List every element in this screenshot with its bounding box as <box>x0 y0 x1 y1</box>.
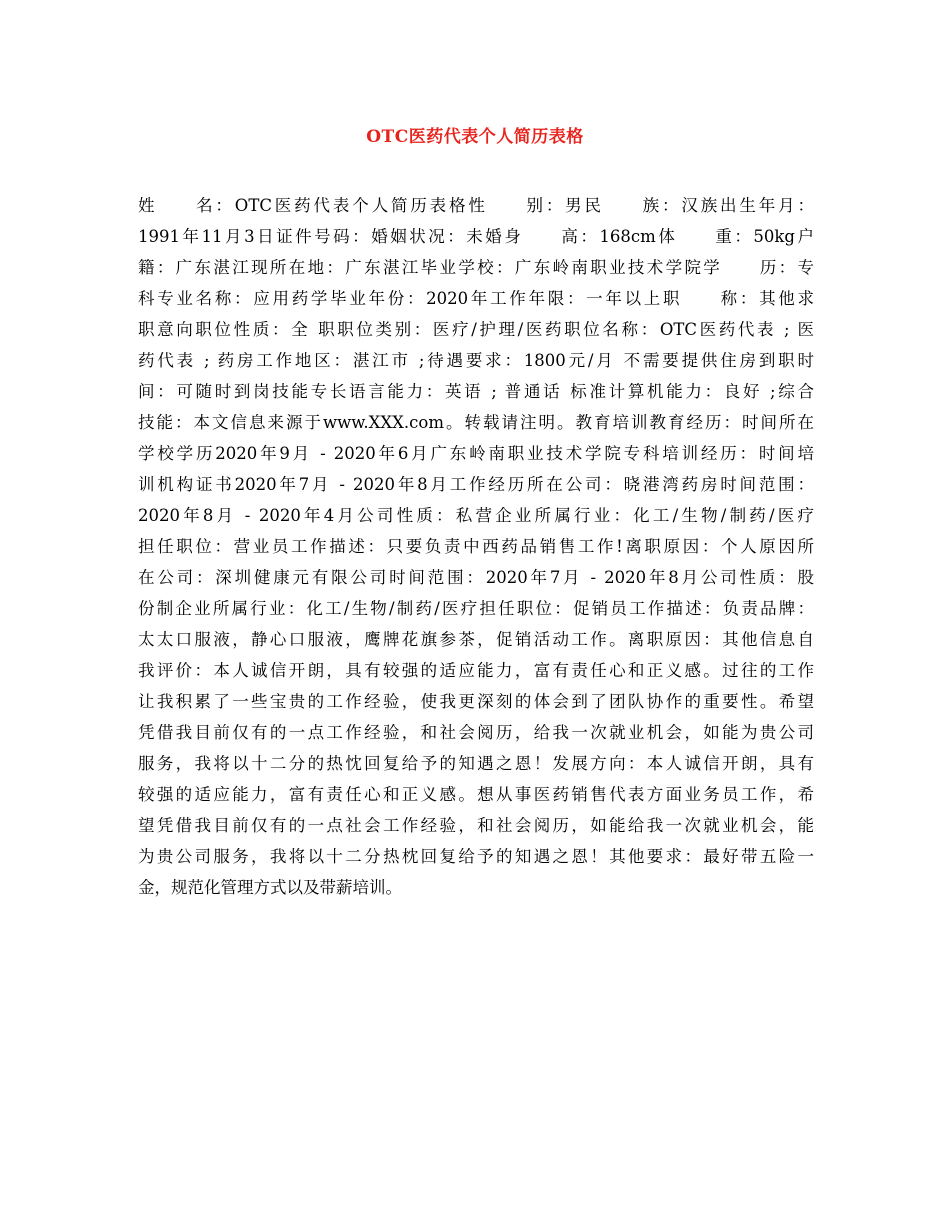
body-line: 训机构证书2020年7月 - 2020年8月工作经历所在公司：晓港湾药房时间范围： <box>138 475 814 494</box>
body-line: 担任职位：营业员工作描述：只要负责中西药品销售工作!离职原因：个人原因所 <box>138 537 814 556</box>
body-line: 太太口服液，静心口服液，鹰牌花旗参茶，促销活动工作。离职原因：其他信息自 <box>138 630 814 649</box>
body-line: 金，规范化管理方式以及带薪培训。 <box>138 878 402 897</box>
body-line: 较强的适应能力，富有责任心和正义感。想从事医药销售代表方面业务员工作，希 <box>138 785 814 804</box>
body-line: 科专业名称：应用药学毕业年份：2020年工作年限：一年以上职 称：其他求 <box>138 289 814 308</box>
body-line: 1991年11月3日证件号码：婚姻状况：未婚身 高：168cm体 重：50kg户 <box>138 227 814 246</box>
body-line: 2020年8月 - 2020年4月公司性质：私营企业所属行业：化工/生物/制药/医疗 <box>138 506 814 525</box>
body-line: 让我积累了一些宝贵的工作经验，使我更深刻的体会到了团队协作的重要性。希望 <box>138 692 814 711</box>
body-line: 职意向职位性质：全 职职位类别：医疗/护理/医药职位名称：OTC医药代表 ; 医 <box>138 320 814 339</box>
body-line: 药代表 ; 药房工作地区：湛江市 ;待遇要求：1800元/月 不需要提供住房到职时 <box>138 351 814 370</box>
body-line: 服务，我将以十二分的热忱回复给予的知遇之恩！发展方向：本人诚信开朗，具有 <box>138 754 814 773</box>
body-line: 我评价：本人诚信开朗，具有较强的适应能力，富有责任心和正义感。过往的工作 <box>138 661 814 680</box>
body-line: 籍：广东湛江现所在地：广东湛江毕业学校：广东岭南职业技术学院学 历：专 <box>138 258 814 277</box>
document-title: OTC医药代表个人简历表格 <box>366 127 584 147</box>
body-line: 凭借我目前仅有的一点工作经验，和社会阅历，给我一次就业机会，如能为贵公司 <box>138 723 814 742</box>
body-line: 学校学历2020年9月 - 2020年6月广东岭南职业技术学院专科培训经历：时间培 <box>138 444 814 463</box>
document-body <box>138 190 814 903</box>
body-line: 份制企业所属行业：化工/生物/制药/医疗担任职位：促销员工作描述：负责品牌： <box>138 599 814 618</box>
body-line: 在公司：深圳健康元有限公司时间范围：2020年7月 - 2020年8月公司性质：股 <box>138 568 814 587</box>
body-line: 为贵公司服务，我将以十二分热枕回复给予的知遇之恩！其他要求：最好带五险一 <box>138 847 814 866</box>
body-line: 技能：本文信息来源于www.XXX.com。转载请注明。教育培训教育经历：时间所在 <box>138 413 814 432</box>
body-line: 望凭借我目前仅有的一点社会工作经验，和社会阅历，如能给我一次就业机会，能 <box>138 816 814 835</box>
body-line: 姓 名：OTC医药代表个人简历表格性 别：男民 族：汉族出生年月： <box>138 196 814 215</box>
body-line: 间：可随时到岗技能专长语言能力：英语 ; 普通话 标准计算机能力：良好 ;综合 <box>138 382 814 401</box>
